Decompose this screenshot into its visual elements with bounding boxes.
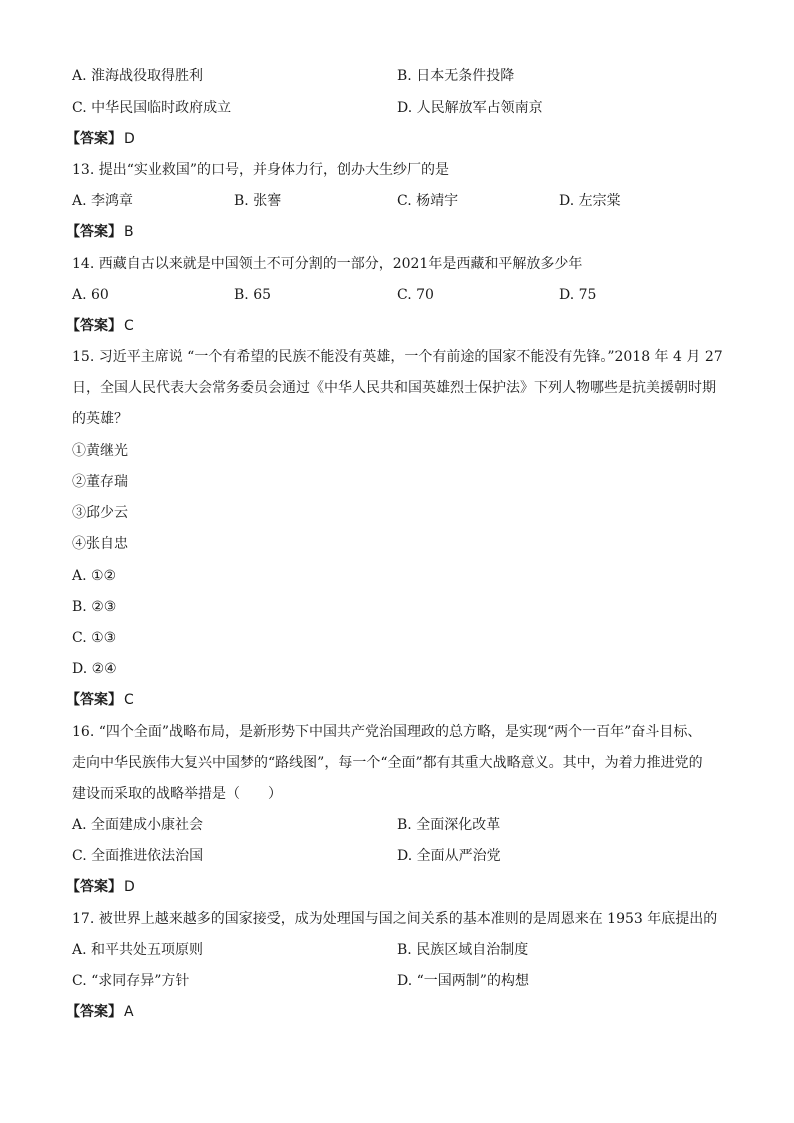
q16-stem-line-2: 走向中华民族伟大复兴中国梦的“路线图”，每一个“全面”都有其重大战略意义。其中，为着力推进党的	[72, 755, 703, 771]
q13-stem: 13. 提出“实业救国”的口号，并身体力行，创办大生纱厂的是	[72, 162, 450, 178]
q15-stem-line-3: 的英雄？	[72, 411, 128, 427]
q14-answer	[66, 316, 134, 336]
answer-value: D	[124, 879, 135, 895]
q17-option-b: B. 民族区域自治制度	[397, 942, 529, 958]
q13-option-d: D. 左宗棠	[559, 193, 621, 209]
q15-item-2: ②董存瑞	[72, 474, 128, 490]
q16-option-a: A. 全面建成小康社会	[72, 817, 204, 833]
q15-option-b: B. ②③	[72, 599, 117, 615]
q17-answer	[66, 1002, 134, 1022]
q15-item-3: ③邱少云	[72, 505, 128, 521]
answer-value: C	[124, 318, 134, 334]
q15-item-1: ①黄继光	[72, 443, 128, 459]
answer-label: 【答案】	[66, 692, 122, 708]
answer-label: 【答案】	[66, 879, 122, 895]
q13-option-c: C. 杨靖宇	[397, 193, 459, 209]
q16-option-d: D. 全面从严治党	[397, 848, 501, 864]
answer-value: D	[124, 131, 135, 147]
q12-option-d: D. 人民解放军占领南京	[397, 100, 543, 116]
q15-answer	[66, 690, 134, 710]
q13-answer	[66, 222, 134, 242]
answer-value: C	[124, 692, 134, 708]
q12-option-c: C. 中华民国临时政府成立	[72, 100, 232, 116]
answer-value: B	[124, 224, 134, 240]
q13-option-a: A. 李鸿章	[72, 193, 134, 209]
q14-stem: 14. 西藏自古以来就是中国领土不可分割的一部分，2021年是西藏和平解放多少年	[72, 256, 583, 272]
q16-answer	[66, 877, 135, 897]
q16-option-c: C. 全面推进依法治国	[72, 848, 204, 864]
q17-option-c: C. “求同存异”方针	[72, 973, 190, 989]
q14-option-a: A. 60	[72, 287, 109, 303]
q14-option-b: B. 65	[234, 287, 272, 303]
q16-stem-line-3: 建设而采取的战略举措是（ ）	[72, 786, 282, 802]
q15-stem-line-1: 15. 习近平主席说 “一个有希望的民族不能没有英雄，一个有前途的国家不能没有先锋。”2018 年 4 月 27	[72, 349, 723, 365]
q15-option-a: A. ①②	[72, 568, 117, 584]
q17-option-a: A. 和平共处五项原则	[72, 942, 204, 958]
answer-label: 【答案】	[66, 1004, 122, 1020]
q12-answer	[66, 129, 135, 149]
q14-option-d: D. 75	[559, 287, 597, 303]
q15-option-d: D. ②④	[72, 661, 117, 677]
q13-option-b: B. 张謇	[234, 193, 282, 209]
q14-option-c: C. 70	[397, 287, 434, 303]
q15-item-4: ④张自忠	[72, 536, 128, 552]
answer-label: 【答案】	[66, 131, 122, 147]
answer-value: A	[124, 1004, 134, 1020]
q12-option-b: B. 日本无条件投降	[397, 68, 515, 84]
q15-option-c: C. ①③	[72, 630, 117, 646]
q17-option-d: D. “一国两制”的构想	[397, 973, 529, 989]
q16-option-b: B. 全面深化改革	[397, 817, 501, 833]
q15-stem-line-2: 日，全国人民代表大会常务委员会通过《中华人民共和国英雄烈士保护法》下列人物哪些是抗美援朝时期	[72, 380, 716, 396]
q17-stem: 17. 被世界上越来越多的国家接受，成为处理国与国之间关系的基本准则的是周恩来在 1953 年底提出的	[72, 911, 718, 927]
q12-option-a: A. 淮海战役取得胜利	[72, 68, 204, 84]
q16-stem-line-1: 16. “四个全面”战略布局，是新形势下中国共产党治国理政的总方略，是实现“两个一百年”奋斗目标、	[72, 724, 702, 740]
answer-label: 【答案】	[66, 224, 122, 240]
answer-label: 【答案】	[66, 318, 122, 334]
